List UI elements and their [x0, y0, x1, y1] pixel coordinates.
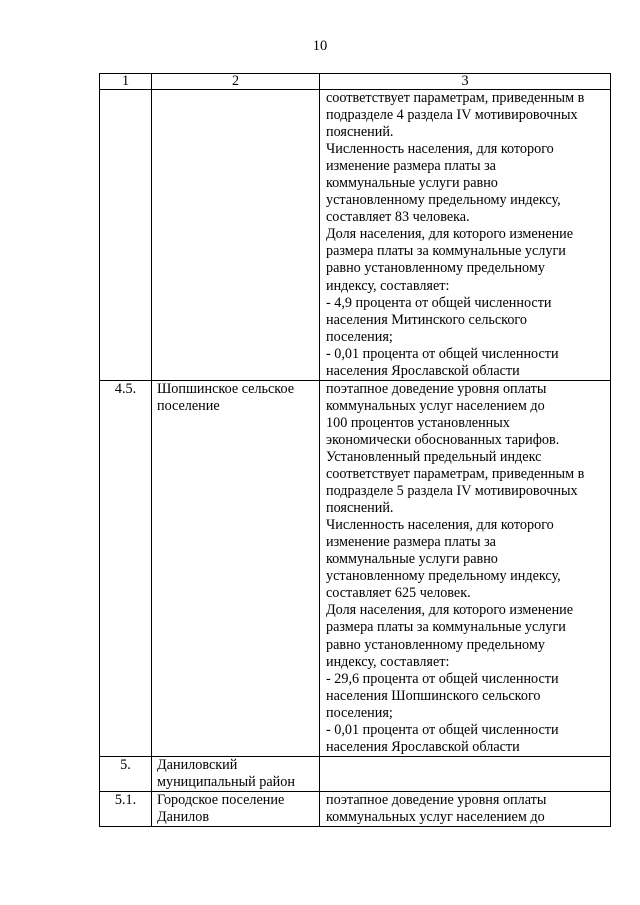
table-header-row [100, 74, 611, 90]
row-description-line: Доля населения, для которого изменение [326, 602, 574, 619]
row-description-line: индексу, составляет: [326, 653, 450, 670]
row-description-line: населения Шопшинского сельского [326, 687, 541, 704]
page-number: 10 [312, 38, 328, 54]
row-number: 5. [120, 756, 131, 773]
row-description-line: поэтапное доведение уровня оплаты [326, 791, 547, 808]
row-number: 4.5. [114, 380, 137, 397]
row-description-line: составляет 83 человека. [326, 209, 470, 226]
row-description-line: равно установленному предельному [326, 260, 545, 277]
table-row [100, 756, 611, 791]
row-description-line: равно установленному предельному [326, 636, 545, 653]
row-description-line: коммунальные услуги равно [326, 551, 498, 568]
row-description-line: - 0,01 процента от общей численности [326, 721, 559, 738]
row-description-line: пояснений. [326, 124, 394, 141]
row-description-line: Доля населения, для которого изменение [326, 226, 574, 243]
header-cell-3: 3 [320, 74, 611, 90]
row-name-cell [152, 380, 320, 756]
table-row [100, 90, 611, 381]
row-description-line: коммунальные услуги равно [326, 175, 498, 192]
header-cell-2: 2 [152, 74, 320, 90]
row-description-line: - 4,9 процента от общей численности [326, 294, 552, 311]
row-description-line: населения Митинского сельского [326, 311, 527, 328]
row-name-cell [152, 756, 320, 791]
row-description-line: индексу, составляет: [326, 277, 450, 294]
row-name-line: Данилов [157, 808, 210, 825]
row-description-line: Численность населения, для которого [326, 517, 554, 534]
header-cell-1: 1 [100, 74, 152, 90]
row-number: 5.1. [114, 791, 137, 808]
row-name-line: Городское поселение [157, 791, 285, 808]
row-name-cell [152, 791, 320, 826]
row-description-cell [320, 90, 611, 381]
row-description-line: подразделе 5 раздела IV мотивировочных [326, 483, 578, 500]
row-description-cell [320, 380, 611, 756]
row-description-line: Численность населения, для которого [326, 141, 554, 158]
row-description-line: коммунальных услуг населением до [326, 397, 545, 414]
row-description-line: экономически обоснованных тарифов. [326, 431, 560, 448]
row-description-line: поселения; [326, 704, 393, 721]
row-description-line: установленному предельному индексу, [326, 192, 561, 209]
row-description-line: поэтапное доведение уровня оплаты [326, 380, 547, 397]
row-description-line: коммунальных услуг населением до [326, 808, 545, 825]
row-description-line: размера платы за коммунальные услуги [326, 619, 566, 636]
row-name-line: Даниловский [157, 756, 238, 773]
row-description-line: поселения; [326, 328, 393, 345]
row-number-cell [100, 756, 152, 791]
row-description-line: населения Ярославской области [326, 738, 520, 755]
row-description-line: соответствует параметрам, приведенным в [326, 466, 585, 483]
document-table [99, 73, 611, 827]
row-description-line: изменение размера платы за [326, 534, 496, 551]
row-name-cell [152, 90, 320, 381]
row-description-cell [320, 791, 611, 826]
row-description-line: изменение размера платы за [326, 158, 496, 175]
row-description-line: соответствует параметрам, приведенным в [326, 90, 585, 106]
row-description-line: подразделе 4 раздела IV мотивировочных [326, 107, 578, 124]
row-description-line: - 29,6 процента от общей численности [326, 670, 559, 687]
row-number-cell [100, 791, 152, 826]
row-description-line: составляет 625 человек. [326, 585, 471, 602]
row-description-line: установленному предельному индексу, [326, 568, 561, 585]
row-name-line: Шопшинское сельское [157, 380, 295, 397]
row-description-line: Установленный предельный индекс [326, 448, 542, 465]
table-row [100, 380, 611, 756]
row-name-line: муниципальный район [157, 773, 295, 790]
row-name-line: поселение [157, 397, 220, 414]
row-description-line: 100 процентов установленных [326, 414, 510, 431]
row-description-line: размера платы за коммунальные услуги [326, 243, 566, 260]
row-number-cell [100, 90, 152, 381]
row-description-line: - 0,01 процента от общей численности [326, 345, 559, 362]
row-description-line: населения Ярославской области [326, 362, 520, 379]
row-description-cell [320, 756, 611, 791]
row-number-cell [100, 380, 152, 756]
row-description-line: пояснений. [326, 500, 394, 517]
table-row [100, 791, 611, 826]
